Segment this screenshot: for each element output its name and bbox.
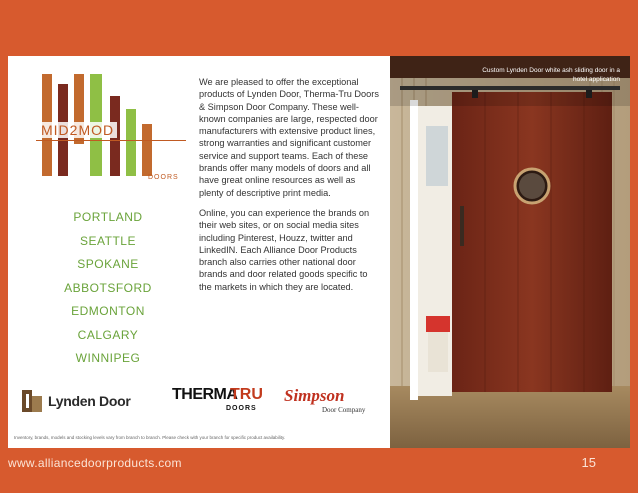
therma-tru-logo xyxy=(172,386,272,414)
door-photo-illustration xyxy=(390,56,630,448)
online-paragraph: Online, you can experience the brands on their web sites, or on social media sites including Pinterest, Houzz, twitter and LinkedIN. Each Alliance Door Products branch also carries other national door brands and door related goods specific to the markets in which they are located. xyxy=(199,207,370,292)
content-card xyxy=(8,56,630,448)
lynden-door-wordmark: Lynden Door xyxy=(48,393,131,409)
intro-paragraph: We are pleased to offer the exceptional products of Lynden Door, Therma-Tru Doors & Simpson Door Company. These well-known companies are large, respected door manufacturers with extensive product lines, strong warranties and significant customer service and support teams. Each of these brands offer many models of doors and all have great online resources as well as plenty of descriptive print media. xyxy=(199,77,379,198)
lynden-door-icon xyxy=(22,390,44,412)
simpson-wordmark: Simpson xyxy=(284,386,345,405)
city-item: SPOKANE xyxy=(77,257,139,271)
simpson-logo xyxy=(284,386,384,414)
city-item: EDMONTON xyxy=(71,304,145,318)
logo-doors-text: DOORS xyxy=(148,174,179,181)
mid2mod-logo xyxy=(36,74,196,184)
city-item: PORTLAND xyxy=(73,210,143,224)
therma-doors-text: DOORS xyxy=(226,405,257,412)
lynden-door-logo xyxy=(22,390,152,412)
body-text xyxy=(199,76,381,301)
city-item: SEATTLE xyxy=(80,233,136,248)
city-item: CALGARY xyxy=(77,327,139,342)
tru-text: TRU xyxy=(230,386,263,403)
fine-print: Inventory, brands, models and stocking levels vary from branch to branch. Please check with your branch for specific product availability. xyxy=(14,435,286,440)
city-item: WINNIPEG xyxy=(75,351,141,365)
logo-wordmark: MID2MOD xyxy=(38,122,117,138)
simpson-subtext: Door Company xyxy=(322,406,366,414)
website-link[interactable]: www.alliancedoorproducts.com xyxy=(8,456,182,470)
therma-text: THERMA xyxy=(172,386,238,403)
partner-logos xyxy=(22,386,382,414)
city-item: ABBOTSFORD xyxy=(64,280,152,295)
door-photo xyxy=(390,56,630,448)
photo-caption: Custom Lynden Door white ash sliding door in a hotel application xyxy=(482,67,620,83)
page-number: 15 xyxy=(581,455,596,470)
city-list xyxy=(28,206,188,371)
